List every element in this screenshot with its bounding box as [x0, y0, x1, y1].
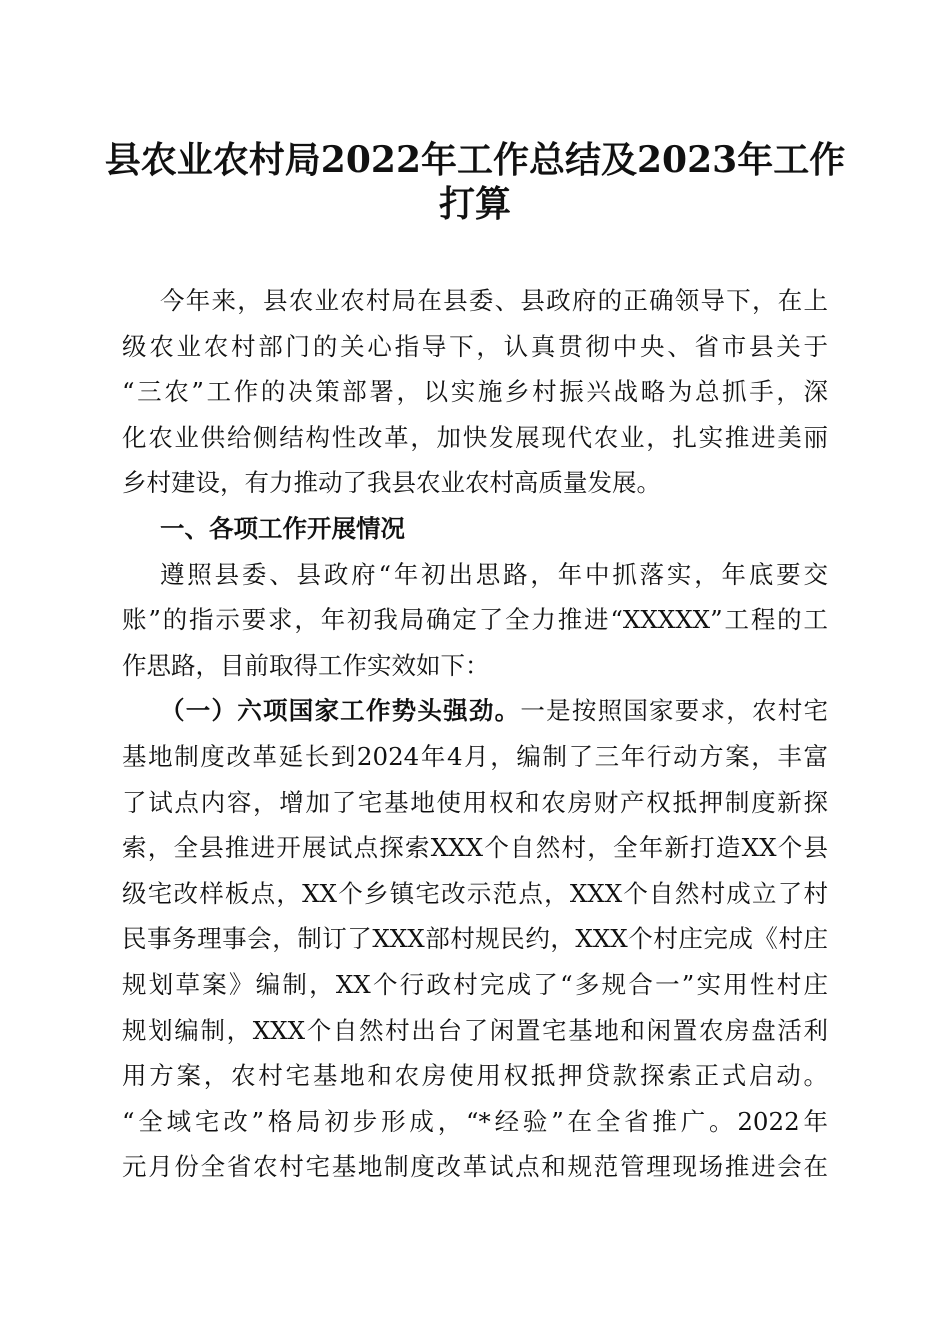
text-line: 级农业农村部门的关心指导下，认真贯彻中央、省市县关于: [122, 331, 828, 361]
text-line: 用方案，农村宅基地和农房使用权抵押贷款探索正式启动。: [122, 1061, 828, 1091]
document-title: [100, 138, 850, 226]
text-line: 账”的指示要求，年初我局确定了全力推进“XXXXX”工程的工: [122, 605, 828, 635]
text-line: 了试点内容，增加了宅基地使用权和农房财产权抵押制度新探: [122, 787, 828, 817]
text-line: 乡村建设，有力推动了我县农业农村高质量发展。: [122, 468, 661, 498]
document-body: [122, 278, 828, 1190]
text-line: “三农”工作的决策部署，以实施乡村振兴战略为总抓手，深: [122, 377, 828, 407]
text-line: 今年来，县农业农村局在县委、县政府的正确领导下，在上: [160, 286, 828, 315]
text-line: 规划编制，XXX个自然村出台了闲置宅基地和闲置农房盘活利: [122, 1015, 828, 1045]
text-line: 化农业供给侧结构性改革，加快发展现代农业，扎实推进美丽: [122, 422, 828, 452]
text-line: 索，全县推进开展试点探索XXX个自然村，全年新打造XX个县: [122, 833, 828, 863]
intro-paragraph: [122, 278, 828, 506]
text-line: [122, 688, 828, 734]
text-line: 级宅改样板点，XX个乡镇宅改示范点，XXX个自然村成立了村: [122, 878, 828, 908]
text-line: 民事务理事会，制订了XXX部村规民约，XXX个村庄完成《村庄: [122, 924, 828, 954]
text-line: 规划草案》编制，XX个行政村完成了“多规合一”实用性村庄: [122, 969, 828, 999]
section-heading: 一、各项工作开展情况: [160, 513, 405, 543]
subsection-1-paragraph: [122, 688, 828, 1190]
title-line-1: 县农业农村局2022年工作总结及2023年工作: [104, 139, 846, 181]
text-line: 遵照县委、县政府“年初出思路，年中抓落实，年底要交: [160, 559, 828, 589]
text-line-rest: 一是按照国家要求，农村宅: [520, 696, 828, 726]
subsection-lead: （一）六项国家工作势头强劲。: [160, 696, 521, 726]
text-line: “全域宅改”格局初步形成，“*经验”在全省推广。2022年: [122, 1106, 828, 1136]
title-line-2: 打算: [438, 183, 511, 225]
paragraph-2: [122, 552, 828, 689]
text-line: 元月份全省农村宅基地制度改革试点和规范管理现场推进会在: [122, 1152, 828, 1182]
text-line: 作思路，目前取得工作实效如下：: [122, 650, 490, 680]
text-line: 基地制度改革延长到2024年4月，编制了三年行动方案，丰富: [122, 741, 828, 771]
